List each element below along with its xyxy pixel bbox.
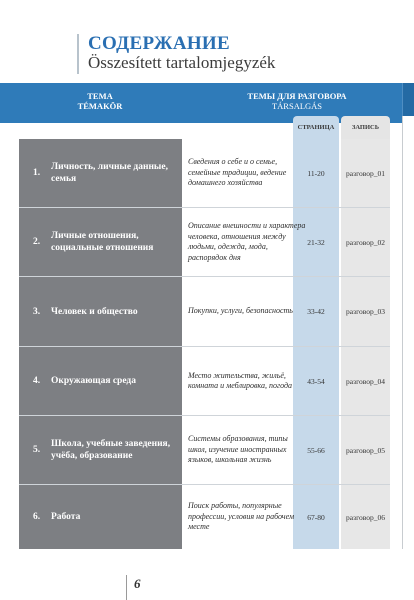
table-row [19,277,402,346]
topic-label: Работа [51,512,81,522]
page-range: 11-20 [307,168,325,178]
topic-cell [19,416,182,484]
topic-number: 1. [33,168,41,178]
talk-description: Место жительства, жильё, комната и меблировка, погода [188,370,293,390]
topic-number: 5. [33,445,41,455]
page-range: 21-32 [307,237,325,247]
topic-label: Личность, личные данные, семья [51,162,168,184]
page-subtitle: Összesített tartalomjegyzék [88,53,276,72]
record-label: разговор_06 [346,512,385,522]
table-row [19,347,402,415]
talk-header-hu: TÁRSALGÁS [271,101,323,111]
page-range: 55-66 [307,445,325,455]
talk-column-header [222,91,372,111]
talk-header-ru: ТЕМЫ ДЛЯ РАЗГОВОРА [247,91,347,101]
page-title: СОДЕРЖАНИЕ [88,33,230,54]
table-row [19,208,402,276]
topic-column-header [40,91,160,111]
topic-number: 3. [33,306,41,317]
topic-label: Личные отношения, социальные отношения [51,231,154,253]
page-column-header: СТРАНИЦА [293,116,339,139]
talk-description: Описание внешности и характера человека, отношения между людьми, одежда, мода, распорядок дня [188,221,306,262]
topic-header-ru: ТЕМА [87,91,113,101]
footer-rule [126,575,127,600]
topic-number: 4. [33,376,41,386]
topic-label: Человек и общество [51,306,138,317]
record-label: разговор_04 [346,376,385,386]
topic-cell [19,277,182,346]
talk-description: Поиск работы, популярные профессии, условия на рабочем месте [188,501,295,532]
talk-description: Покупки, услуги, безопасность [188,306,293,316]
header-accent-rule [77,34,79,74]
page-range: 33-42 [307,307,325,316]
record-label: разговор_02 [346,237,385,247]
page-range: 67-80 [307,512,325,522]
topic-label: Школа, учебные заведения, учёба, образование [51,439,171,461]
topic-label: Окружающая среда [51,376,136,386]
page-range: 43-54 [307,376,325,386]
page-number: 6 [134,576,141,591]
topic-number: 2. [33,237,41,247]
record-label: разговор_03 [346,307,385,316]
table-row [19,139,402,207]
table-row [19,416,402,484]
topic-cell [19,485,182,549]
record-column-header: ЗАПИСЬ [341,116,390,139]
topic-cell [19,208,182,276]
topic-header-hu: TÉMAKÖR [77,101,123,111]
right-edge-panel [402,116,414,549]
topic-cell [19,139,182,207]
table-row [19,485,402,549]
talk-description: Сведения о себе и о семье, семейные традиции, ведение домашнего хозяйства [188,157,287,188]
talk-description: Системы образования, типы школ, изучение иностранных языков, школьная жизнь [188,434,288,465]
record-label: разговор_01 [346,168,385,178]
topic-number: 6. [33,512,41,522]
topic-cell [19,347,182,415]
record-label: разговор_05 [346,445,385,455]
